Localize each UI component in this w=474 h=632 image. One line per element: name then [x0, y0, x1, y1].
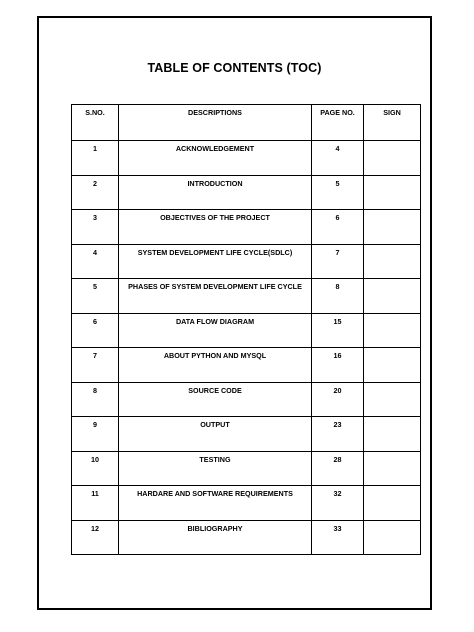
row-sign [364, 210, 421, 245]
table-row [72, 417, 421, 452]
toc-body [72, 141, 421, 555]
row-page-no: 7 [312, 244, 364, 279]
row-sno: 6 [72, 313, 119, 348]
row-sno: 1 [72, 141, 119, 176]
table-row [72, 348, 421, 383]
row-page-no: 20 [312, 382, 364, 417]
row-sno: 8 [72, 382, 119, 417]
row-page-no: 4 [312, 141, 364, 176]
row-sign [364, 382, 421, 417]
table-row [72, 313, 421, 348]
row-sign [364, 451, 421, 486]
header-sno: S.NO. [72, 105, 119, 141]
row-description: OUTPUT [119, 417, 312, 452]
row-page-no: 16 [312, 348, 364, 383]
header-sign: SIGN [364, 105, 421, 141]
row-sign [364, 175, 421, 210]
row-description: ABOUT PYTHON AND MYSQL [119, 348, 312, 383]
row-page-no: 32 [312, 486, 364, 521]
table-row [72, 279, 421, 314]
row-page-no: 8 [312, 279, 364, 314]
table-row [72, 382, 421, 417]
row-page-no: 15 [312, 313, 364, 348]
row-page-no: 33 [312, 520, 364, 555]
row-description: DATA FLOW DIAGRAM [119, 313, 312, 348]
row-description: ACKNOWLEDGEMENT [119, 141, 312, 176]
row-page-no: 6 [312, 210, 364, 245]
row-sno: 7 [72, 348, 119, 383]
row-sign [364, 244, 421, 279]
row-description: INTRODUCTION [119, 175, 312, 210]
page-title: TABLE OF CONTENTS (TOC) [147, 61, 322, 75]
row-sign [364, 313, 421, 348]
row-sno: 2 [72, 175, 119, 210]
row-sign [364, 279, 421, 314]
row-description: SOURCE CODE [119, 382, 312, 417]
row-sno: 9 [72, 417, 119, 452]
table-row [72, 486, 421, 521]
table-row [72, 244, 421, 279]
row-sno: 5 [72, 279, 119, 314]
row-sign [364, 486, 421, 521]
row-description: OBJECTIVES OF THE PROJECT [119, 210, 312, 245]
row-sno: 10 [72, 451, 119, 486]
header-page-no: PAGE NO. [312, 105, 364, 141]
row-sno: 3 [72, 210, 119, 245]
row-description: BIBLIOGRAPHY [119, 520, 312, 555]
table-row [72, 210, 421, 245]
toc-table [71, 104, 421, 555]
row-sno: 12 [72, 520, 119, 555]
row-sign [364, 141, 421, 176]
row-description: SYSTEM DEVELOPMENT LIFE CYCLE(SDLC) [119, 244, 312, 279]
row-description: HARDARE AND SOFTWARE REQUIREMENTS [119, 486, 312, 521]
header-descriptions: DESCRIPTIONS [119, 105, 312, 141]
row-sno: 4 [72, 244, 119, 279]
row-sign [364, 520, 421, 555]
row-sign [364, 417, 421, 452]
table-header-row [72, 105, 421, 141]
row-page-no: 23 [312, 417, 364, 452]
table-row [72, 520, 421, 555]
row-description: PHASES OF SYSTEM DEVELOPMENT LIFE CYCLE [119, 279, 312, 314]
row-page-no: 28 [312, 451, 364, 486]
table-row [72, 141, 421, 176]
table-row [72, 451, 421, 486]
row-description: TESTING [119, 451, 312, 486]
row-sign [364, 348, 421, 383]
table-row [72, 175, 421, 210]
row-page-no: 5 [312, 175, 364, 210]
row-sno: 11 [72, 486, 119, 521]
